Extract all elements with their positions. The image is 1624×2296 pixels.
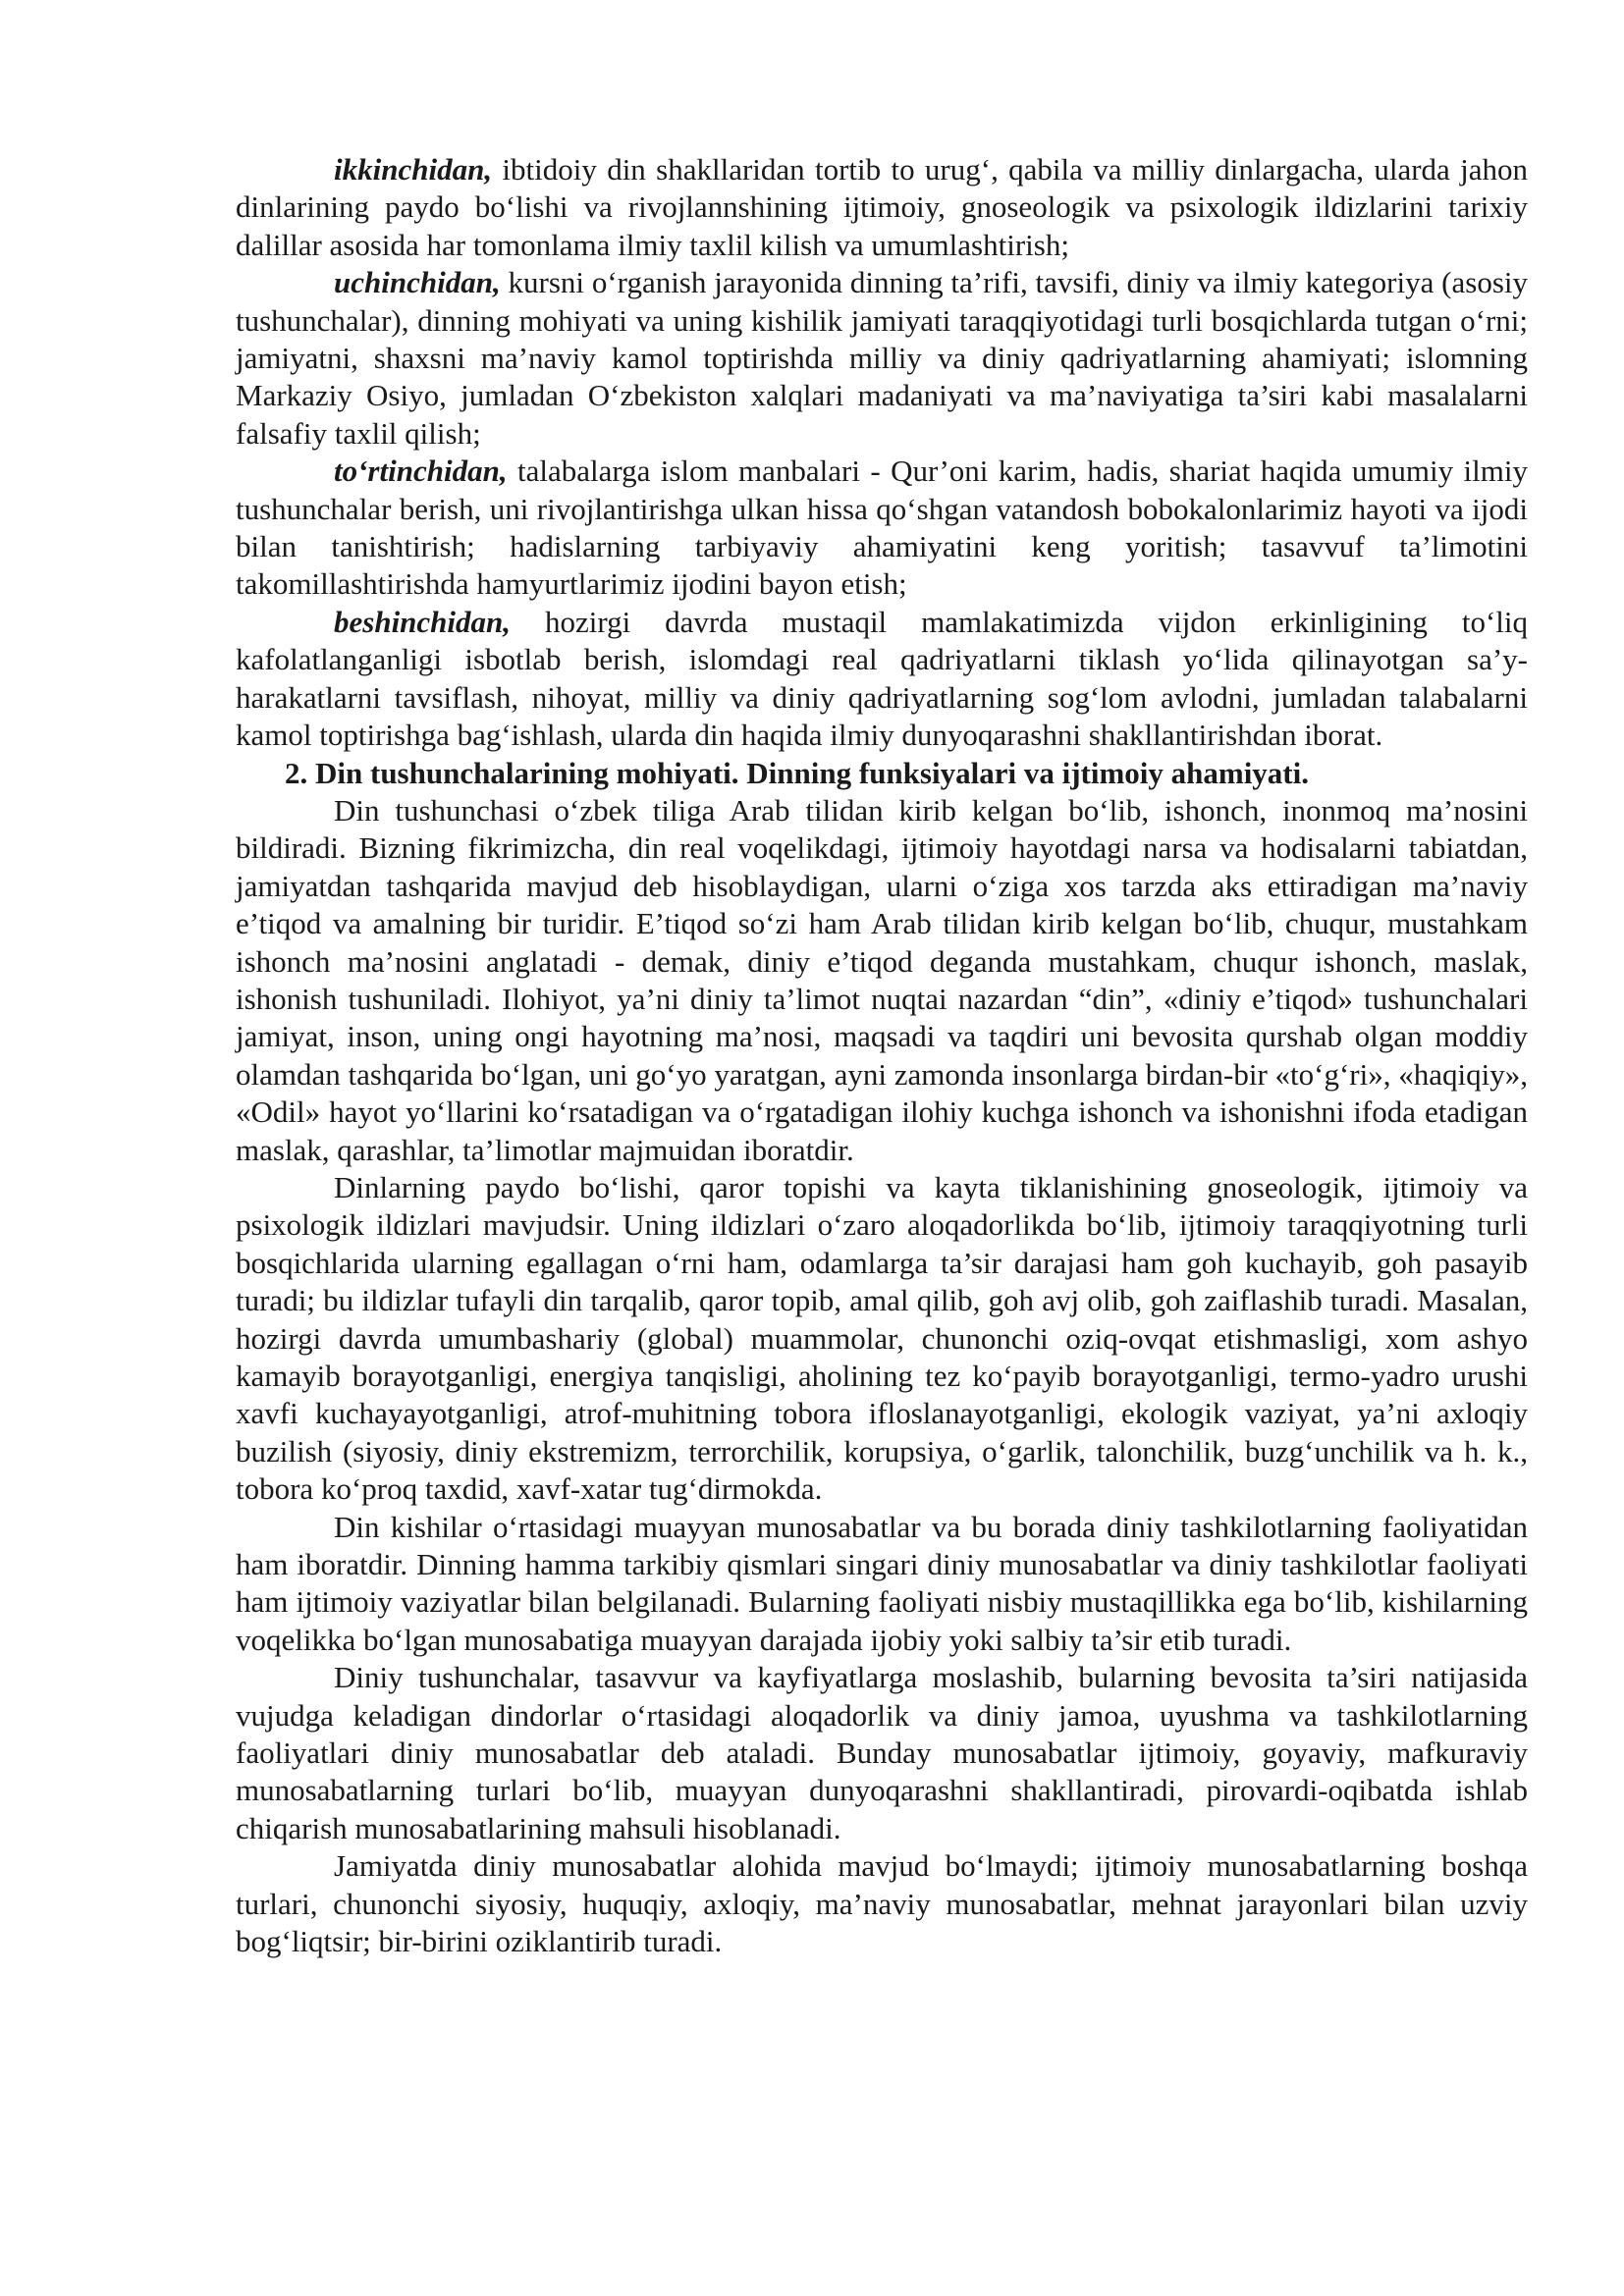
- list-item-lead: ikkinchidan,: [334, 152, 493, 187]
- list-item-text: talabalarga islom manbalari - Qur’oni karim, hadis, shariat haqida umumiy ilmiy tushunchalar berish, uni rivojlantirishga ulkan hissa qo‘shgan vatandosh bobokalonlarimiz hayoti va ijodi bilan tanishtirish; hadislarning tarbiyaviy ahamiyatini keng yoritish; tasavvuf ta’limotini takomillashtirishda hamyurtlarimiz ijodini bayon etish;: [236, 454, 1528, 602]
- paragraph-din-definition: Din tushunchasi o‘zbek tiliga Arab tilidan kirib kelgan bo‘lib, ishonch, inonmoq ma’nosini bildiradi. Bizning fikrimizcha, din real voqelikdagi, ijtimoiy hayotdagi narsa va hodisalarni tabiatdan, jamiyatdan tashqarida mavjud deb hisoblaydigan, ularni o‘ziga xos tarzda aks ettiradigan ma’naviy e’tiqod va amalning bir turidir. E’tiqod so‘zi ham Arab tilidan kirib kelgan bo‘lib, chuqur, mustahkam ishonch ma’nosini anglatadi - demak, diniy e’tiqod deganda mustahkam, chuqur ishonch, maslak, ishonish tushuniladi. Ilohiyot, ya’ni diniy ta’limot nuqtai nazardan “din”, «diniy e’tiqod» tushunchalari jamiyat, inson, uning ongi hayotning ma’nosi, maqsadi va taqdiri uni bevosita qurshab olgan moddiy olamdan tashqarida bo‘lgan, uni go‘yo yaratgan, ayni zamonda insonlarga birdan-bir «to‘g‘ri», «haqiqiy», «Odil» hayot yo‘llarini ko‘rsatadigan va o‘rgatadigan ilohiy kuchga ishonch va ishonishni ifoda etadigan maslak, qarashlar, ta’limotlar majmuidan iboratdir.: [236, 792, 1528, 1167]
- paragraph-society-relations: Jamiyatda diniy munosabatlar alohida mavjud bo‘lmaydi; ijtimoiy munosabatlarning boshqa turlari, chunonchi siyosiy, huquqiy, axloqiy, ma’naviy munosabatlar, mehnat jarayonlari bilan uzviy bog‘liqtsir; bir-birini oziklantirib turadi.: [236, 1848, 1528, 1959]
- list-item-lead: uchinchidan,: [334, 265, 501, 300]
- list-item-text: ibtidoiy din shakllaridan tortib to urug‘, qabila va milliy dinlargacha, ularda jahon dinlarining paydo bo‘lishi va rivojlannshining ijtimoiy, gnoseologik va psixologik ildizlarini tarixiy dalillar asosida har tomonlama ilmiy taxlil kilish va umumlashtirish;: [236, 152, 1528, 262]
- document-page: [236, 151, 1528, 1961]
- paragraph-din-roots: Dinlarning paydo bo‘lishi, qaror topishi va kayta tiklanishining gnoseologik, ijtimoiy va psixologik ildizlari mavjudsir. Uning ildizlari o‘zaro aloqadorlikda bo‘lib, ijtimoiy taraqqiyotning turli bosqichlarida ularning egallagan o‘rni ham, odamlarga ta’sir darajasi ham goh kuchayib, goh pasayib turadi; bu ildizlar tufayli din tarqalib, qaror topib, amal qilib, goh avj olib, goh zaiflashib turadi. Masalan, hozirgi davrda umumbashariy (global) muammolar, chunonchi oziq-ovqat etishmasligi, xom ashyo kamayib borayotganligi, energiya tanqisligi, aholining tez ko‘payib borayotganligi, termo-yadro urushi xavfi kuchayayotganligi, atrof-muhitning tobora ifloslanayotganligi, ekologik vaziyat, ya’ni axloqiy buzilish (siyosiy, diniy ekstremizm, terrorchilik, korupsiya, o‘garlik, talonchilik, buzg‘unchilik va h. k., tobora ko‘proq taxdid, xavf-xatar tug‘dirmokda.: [236, 1169, 1528, 1507]
- list-item-second: [236, 151, 1528, 264]
- paragraph-religious-relations: Diniy tushunchalar, tasavvur va kayfiyatlarga moslashib, bularning bevosita ta’siri natijasida vujudga keladigan dindorlar o‘rtasidagi aloqadorlik va diniy jamoa, uyushma va tashkilotlarning faoliyatlari diniy munosabatlar deb ataladi. Bunday munosabatlar ijtimoiy, goyaviy, mafkuraviy munosabatlarning turlari bo‘lib, muayyan dunyoqarashni shakllantiradi, pirovardi-oqibatda ishlab chiqarish munosabatlarining mahsuli hisoblanadi.: [236, 1660, 1528, 1845]
- section-heading: 2. Din tushunchalarining mohiyati. Dinning funksiyalari va ijtimoiy ahamiyati.: [285, 755, 1309, 790]
- list-item-text: kursni o‘rganish jarayonida dinning ta’rifi, tavsifi, diniy va ilmiy kategoriya (asosiy tushunchalar), dinning mohiyati va uning kishilik jamiyati taraqqiyotidagi turli bosqichlarda tutgan o‘rni; jamiyatni, shaxsni ma’naviy kamol toptirishda milliy va diniy qadriyatlarning ahamiyati; islomning Markaziy Osiyo, jumladan O‘zbekiston xalqlari madaniyati va ma’naviyatiga ta’siri kabi masalalarni falsafiy taxlil qilish;: [236, 265, 1528, 451]
- list-item-lead: to‘rtinchidan,: [334, 454, 508, 489]
- list-item-text: hozirgi davrda mustaqil mamlakatimizda vijdon erkinligining to‘liq kafolatlanganligi isbotlab berish, islomdagi real qadriyatlarni tiklash yo‘lida qilinayotgan sa’y-harakatlarni tavsiflash, nihoyat, milliy va diniy qadriyatlarning sog‘lom avlodni, jumladan talabalarni kamol toptirishga bag‘ishlash, ularda din haqida ilmiy dunyoqarashni shakllantirishdan iborat.: [236, 604, 1528, 753]
- list-item-fourth: [236, 453, 1528, 604]
- list-item-fifth: [236, 604, 1528, 755]
- list-item-third: [236, 264, 1528, 453]
- list-item-lead: beshinchidan,: [334, 604, 512, 639]
- paragraph-din-relations: Din kishilar o‘rtasidagi muayyan munosabatlar va bu borada diniy tashkilotlarning faoliyatidan ham iboratdir. Dinning hamma tarkibiy qismlari singari diniy munosabatlar va diniy tashkilotlar faoliyati ham ijtimoiy vaziyatlar bilan belgilanadi. Bularning faoliyati nisbiy mustaqillikka ega bo‘lib, kishilarning voqelikka bo‘lgan munosabatiga muayyan darajada ijobiy yoki salbiy ta’sir etib turadi.: [236, 1509, 1528, 1657]
